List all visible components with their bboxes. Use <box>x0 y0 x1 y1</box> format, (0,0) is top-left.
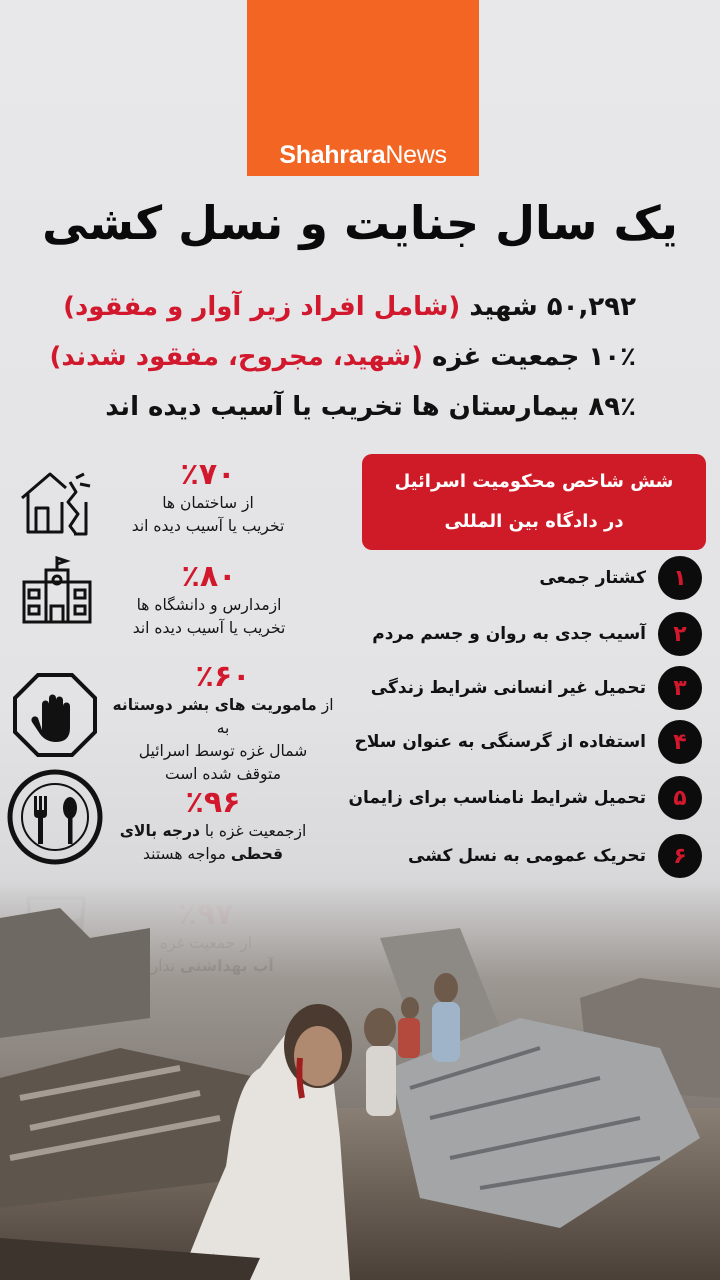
damage-stat-buildings <box>98 458 318 538</box>
stat-hospitals <box>105 392 636 422</box>
criterion-label: کشتار جمعی <box>539 568 646 588</box>
percent-value: ٪۶۰ <box>195 659 251 694</box>
criterion-label: تحمیل غیر انسانی شرایط زندگی <box>370 678 646 698</box>
damage-stat-schools <box>96 560 322 640</box>
criterion-number: ۴ <box>658 720 702 764</box>
stat-description: تخریب یا آسیب دیده اند <box>132 619 286 637</box>
brand-name-strong: Shahrara <box>279 141 386 169</box>
criterion-number: ۱ <box>658 556 702 600</box>
stat-main: ۱۰٪ جمعیت غزه <box>422 342 636 372</box>
criteria-header-line2: در دادگاه بین المللی <box>444 511 624 532</box>
stat-highlight: (شهید، مجروح، مفقود شدند) <box>49 342 423 372</box>
damaged-house-icon <box>18 468 94 538</box>
criterion-number: ۲ <box>658 612 702 656</box>
stat-text: مواجه هستند <box>143 845 231 863</box>
criterion-item <box>539 554 702 602</box>
stat-highlight: (شامل افراد زیر آوار و مفقود) <box>63 292 461 322</box>
criterion-label: آسیب جدی به روان و جسم مردم <box>372 624 646 644</box>
page-title: یک سال جنایت و نسل کشی <box>42 196 678 250</box>
criterion-item <box>355 718 702 766</box>
stat-main: ۸۹٪ بیمارستان ها تخریب یا آسیب دیده اند <box>105 392 636 422</box>
criterion-label: تحریک عمومی به نسل کشی <box>408 846 646 866</box>
stat-description: متوقف شده است <box>164 765 282 783</box>
stop-hand-icon <box>12 672 98 758</box>
brand-logo <box>247 0 479 176</box>
school-building-icon <box>20 556 94 626</box>
stat-description: ازمدارس و دانشگاه ها <box>136 596 282 614</box>
plate-cutlery-icon <box>6 768 104 866</box>
damage-stat-famine <box>106 786 320 866</box>
stat-text: از <box>316 696 334 714</box>
destruction-photo <box>0 878 720 1280</box>
criterion-item <box>371 664 702 712</box>
brand-name-light: News <box>385 141 447 169</box>
criterion-item <box>348 774 702 822</box>
stat-text: به <box>216 719 230 737</box>
percent-value: ٪۹۶ <box>185 785 241 820</box>
stat-text: ازجمعیت غزه با <box>199 822 307 840</box>
stat-population <box>49 342 636 372</box>
criteria-header-box <box>362 454 706 550</box>
stat-main: ۵۰,۲۹۲ شهید <box>460 292 636 322</box>
criterion-item <box>408 832 702 880</box>
stat-text-bold: درجه بالای <box>119 822 200 840</box>
damage-stat-humanitarian <box>104 660 342 786</box>
stat-martyrs <box>63 292 636 322</box>
stat-description: از ساختمان ها <box>162 494 254 512</box>
criterion-number: ۶ <box>658 834 702 878</box>
criteria-header-line1: شش شاخص محکومیت اسرائیل <box>394 471 674 492</box>
criterion-number: ۵ <box>658 776 702 820</box>
stat-text-bold: قحطی <box>230 845 283 863</box>
stat-description: تخریب یا آسیب دیده اند <box>131 517 285 535</box>
stat-description: شمال غزه توسط اسرائیل <box>138 742 308 760</box>
criterion-number: ۳ <box>658 666 702 710</box>
percent-value: ٪۸۰ <box>181 559 237 594</box>
stat-text-bold: ماموریت های بشر دوستانه <box>112 696 317 714</box>
criterion-label: استفاده از گرسنگی به عنوان سلاح <box>354 732 646 752</box>
criterion-label: تحمیل شرایط نامناسب برای زایمان <box>348 788 646 808</box>
percent-value: ٪۷۰ <box>180 457 236 492</box>
criterion-item <box>372 610 702 658</box>
